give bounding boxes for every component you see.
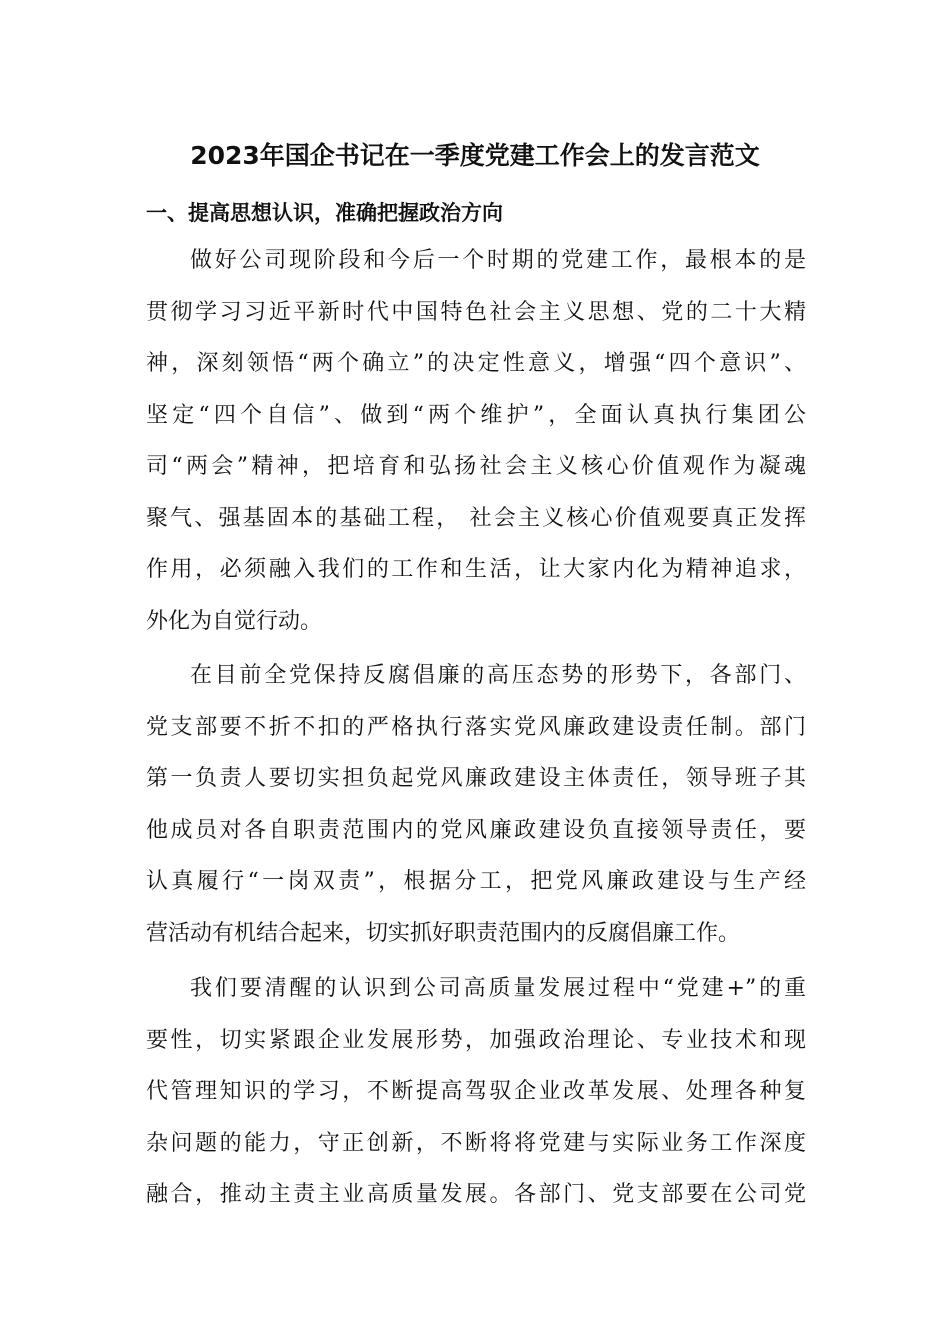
- section-heading-1: 一、提高思想认识，准确把握政治方向: [146, 201, 503, 225]
- paragraph-1: [146, 235, 806, 647]
- paragraph-line: 司“两会”精神，把培育和弘扬社会主义核心价值观作为凝魂: [146, 454, 806, 479]
- paragraph-line: 代管理知识的学习，不断提高驾驭企业改革发展、处理各种复: [146, 1079, 806, 1104]
- paragraph-line: 做好公司现阶段和今后一个时期的党建工作，最根本的是: [190, 248, 806, 273]
- paragraph-line: 神，深刻领悟“两个确立”的决定性意义，增强“四个意识”、: [146, 351, 806, 376]
- paragraph-line: 认真履行“一岗双责”，根据分工，把党风廉政建设与生产经: [146, 869, 806, 894]
- paragraph-3: [146, 963, 806, 1221]
- paragraph-2: [146, 650, 806, 959]
- paragraph-line: 贯彻学习习近平新时代中国特色社会主义思想、党的二十大精: [146, 299, 806, 325]
- paragraph-line: 作用，必须融入我们的工作和生活，让大家内化为精神追求，: [146, 557, 806, 582]
- paragraph-line: 我们要清醒的认识到公司高质量发展过程中“党建+”的重: [190, 976, 806, 1001]
- paragraph-line: 杂问题的能力，守正创新，不断将将党建与实际业务工作深度: [146, 1130, 806, 1156]
- paragraph-line: 营活动有机结合起来，切实抓好职责范围内的反腐倡廉工作。: [146, 920, 741, 946]
- paragraph-line: 聚气、强基固本的基础工程， 社会主义核心价值观要真正发挥: [146, 505, 806, 531]
- paragraph-line: 党支部要不折不扣的严格执行落实党风廉政建设责任制。部门: [146, 714, 806, 740]
- paragraph-line: 坚定“四个自信”、做到“两个维护”，全面认真执行集团公: [146, 402, 806, 428]
- paragraph-line: 要性，切实紧跟企业发展形势，加强政治理论、专业技术和现: [146, 1027, 806, 1053]
- paragraph-line: 外化为自觉行动。: [146, 608, 323, 634]
- paragraph-line: 他成员对各自职责范围内的党风廉政建设负直接领导责任，要: [146, 817, 806, 843]
- paragraph-line: 融合，推动主责主业高质量发展。各部门、党支部要在公司党: [146, 1182, 806, 1207]
- page-title: 2023年国企书记在一季度党建工作会上的发言范文: [190, 141, 760, 170]
- paragraph-line: 在目前全党保持反腐倡廉的高压态势的形势下，各部门、: [190, 663, 806, 688]
- paragraph-line: 第一负责人要切实担负起党风廉政建设主体责任，领导班子其: [146, 766, 806, 791]
